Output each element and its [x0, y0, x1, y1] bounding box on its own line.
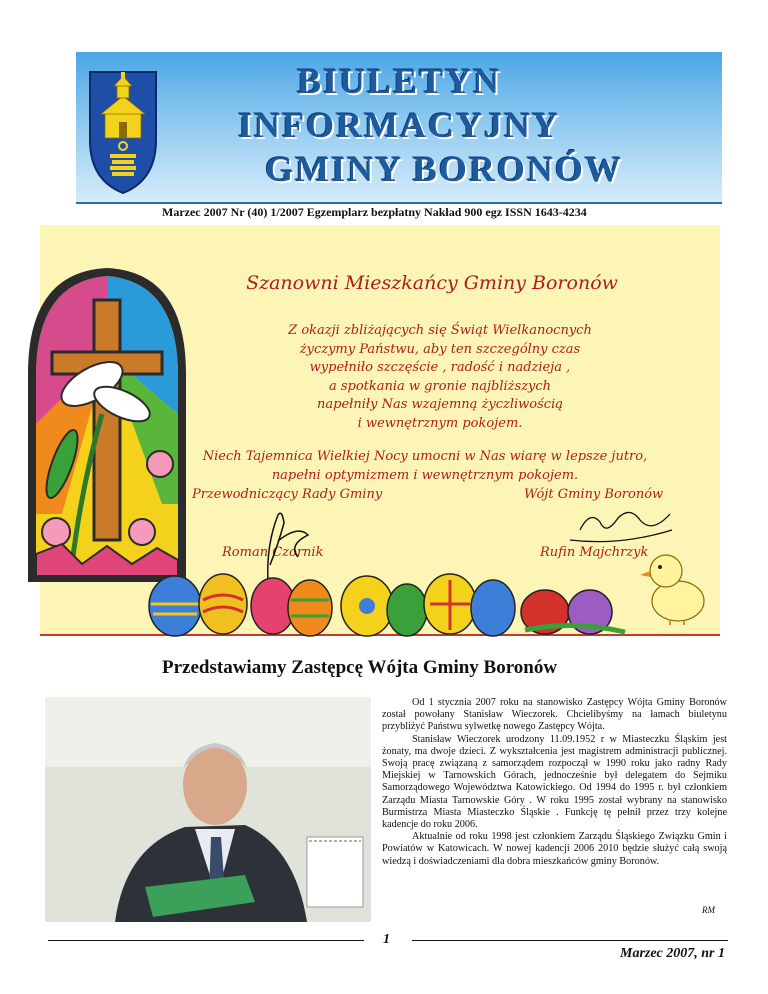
handwritten-signature-right — [560, 500, 680, 550]
signer-role-mayor: Wójt Gminy Boronów — [524, 487, 664, 502]
signer-role-council-chair: Przewodniczący Rady Gminy — [192, 487, 383, 502]
article-headline: Przedstawiamy Zastępcę Wójta Gminy Boronów — [162, 657, 558, 678]
masthead-banner — [76, 52, 722, 204]
article-author-initials: RM — [702, 905, 715, 915]
signer-name-council-chair: Roman Czornik — [222, 545, 324, 560]
article-paragraph: Stanisław Wieczorek urodzony 11.09.1952 r w Miasteczku Śląskim jest żonaty, ma dwoje dzieci. Z wykształcenia jest magistrem administracji publicznej. Swoją pracę związaną z samorządem rozpoczął w 1990 roku jako radny Rady Miejskiej w Tarnowskich Górach, jednocześnie był delegatem do Sejmiku Samorządowego Województwa Katowickiego. Od 1994 do 1995 r. był członkiem Zarządu Miasta Tarnowskie Góry . W roku 1995 został wybrany na stanowisko Burmistrza Miasta Miasteczko Śląskie . Funkcję tę pełnił przez trzy kolejne kadencje do roku 2006. — [382, 733, 727, 831]
wish-line: a spotkania w gronie najbliższych — [328, 378, 552, 394]
newsletter-title-line-2: INFORMACYJNY — [238, 105, 560, 145]
newsletter-title-line-3: GMINY BORONÓW — [265, 149, 623, 189]
wish-line: Z okazji zbliżających się Świąt Wielkanocnych — [288, 323, 592, 338]
easter-wishes — [240, 322, 640, 433]
wish-line: Niech Tajemnica Wielkiej Nocy umocni w Nas wiarę w lepsze jutro, — [202, 449, 648, 464]
wish-line: napełni optymizmem i wewnętrznym pokojem. — [271, 467, 579, 483]
wish-line: życzymy Państwu, aby ten szczególny czas — [299, 341, 581, 357]
easter-eggs-illustration — [145, 570, 700, 640]
newsletter-title-line-1: BIULETYN — [296, 61, 502, 101]
greeting-title: Szanowni Mieszkańcy Gminy Boronów — [246, 272, 618, 294]
footer-rule-right — [412, 940, 728, 941]
easter-wishes-closing — [195, 448, 655, 485]
article-body — [382, 697, 727, 868]
footer-issue-date: Marzec 2007, nr 1 — [620, 946, 726, 961]
article-paragraph: Aktualnie od roku 1998 jest członkiem Zarządu Śląskiego Związku Gmin i Powiatów w Katowicach. W nowej kadencji 2006 2010 będzie służyć całą swoją wiedzą i doświadczeniami dla dobra mieszkańców gminy Boronów. — [382, 831, 727, 867]
wish-line: i wewnętrznym pokojem. — [357, 415, 523, 431]
stained-glass-window-illustration — [22, 264, 192, 584]
article-paragraph: Od 1 stycznia 2007 roku na stanowisko Zastępcy Wójta Gminy Boronów został powołany Stanisław Wieczorek. Chcielibyśmy na łamach biuletynu przybliżyć Państwu sylwetkę nowego Zastępcy Wójta. — [382, 697, 727, 733]
page-number: 1 — [383, 932, 390, 947]
issue-info: Marzec 2007 Nr (40) 1/2007 Egzemplarz bezpłatny Nakład 900 egz ISSN 1643-4234 — [162, 205, 587, 219]
wish-line: wypełniło szczęście , radość i nadzieja , — [309, 360, 571, 375]
easter-chick-illustration — [636, 545, 714, 625]
footer-rule-left — [48, 940, 364, 941]
deputy-mayor-photo — [45, 697, 371, 922]
wish-line: napełniły Nas wzajemną życzliwością — [317, 397, 563, 412]
signer-name-mayor: Rufin Majchrzyk — [540, 545, 649, 560]
